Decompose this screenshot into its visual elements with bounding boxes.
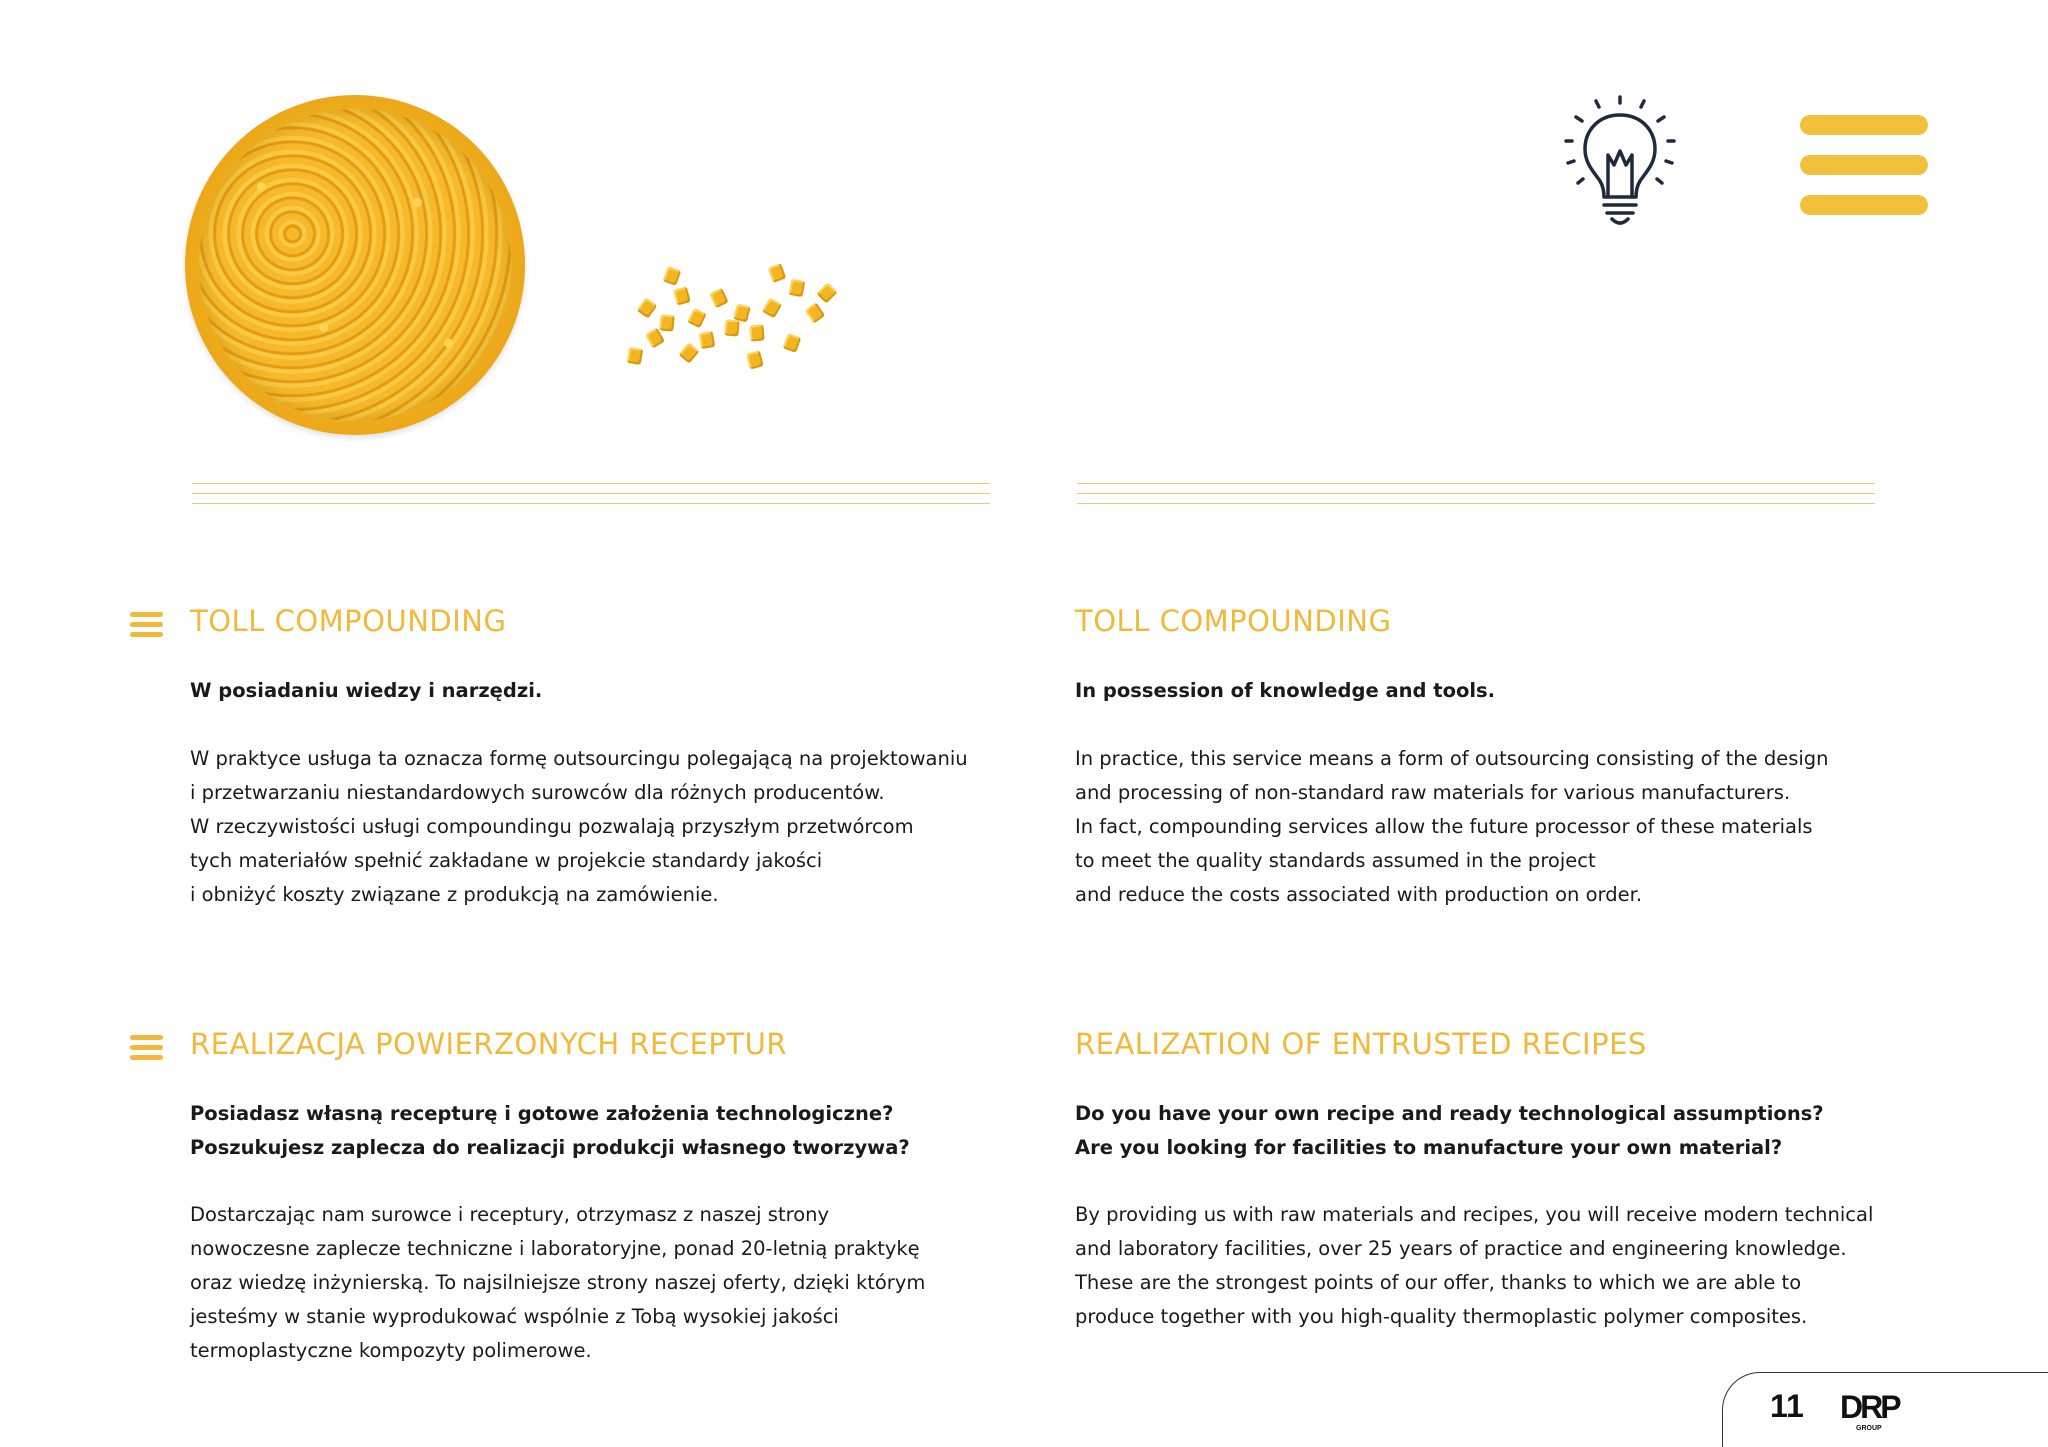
pellet [627, 347, 644, 365]
pellets-bowl-contents [199, 109, 511, 421]
pellet [789, 279, 806, 297]
drp-group-logo [1838, 1388, 1908, 1432]
body-line: These are the strongest points of our offer, thanks to which we are able to [1075, 1271, 1802, 1294]
section-heading: REALIZATION OF ENTRUSTED RECIPES [1075, 1027, 1647, 1061]
pellets-bowl-image [185, 95, 525, 435]
body-line: W rzeczywistości usługi compoundingu pozwalają przyszłym przetwórcom [190, 815, 914, 838]
body-line: to meet the quality standards assumed in the project [1075, 849, 1596, 872]
body-line: In practice, this service means a form of outsourcing consisting of the design [1075, 747, 1829, 770]
section-body [190, 742, 968, 912]
pellet [678, 342, 699, 363]
logo-sub: GROUP [1856, 1425, 1882, 1432]
section-heading: REALIZACJA POWIERZONYCH RECEPTUR [190, 1027, 787, 1061]
body-line: termoplastyczne kompozyty polimerowe. [190, 1339, 592, 1362]
section-marker-icon [130, 1035, 163, 1065]
lead-line: Posiadasz własną recepturę i gotowe założenia technologiczne? [190, 1102, 894, 1125]
section-heading: TOLL COMPOUNDING [190, 604, 507, 638]
pellet [783, 333, 802, 353]
pellet [749, 324, 764, 341]
body-line: W praktyce usługa ta oznacza formę outsourcingu polegającą na projektowaniu [190, 747, 968, 770]
pellet [768, 263, 787, 283]
pellet [805, 302, 826, 323]
pellet [659, 314, 674, 331]
section-lead [1075, 1097, 1824, 1165]
body-line: and reduce the costs associated with production on order. [1075, 883, 1643, 906]
section-body [190, 1198, 925, 1368]
body-line: i przetwarzaniu niestandardowych surowców dla różnych producentów. [190, 781, 885, 804]
section-lead: In possession of knowledge and tools. [1075, 679, 1496, 702]
scattered-pellets [620, 260, 850, 390]
body-line: produce together with you high-quality thermoplastic polymer composites. [1075, 1305, 1808, 1328]
section-marker-icon [130, 612, 163, 642]
page-number: 11 [1770, 1388, 1804, 1424]
pellet [699, 331, 716, 349]
lead-line: Do you have your own recipe and ready technological assumptions? [1075, 1102, 1824, 1125]
section-lead: W posiadaniu wiedzy i narzędzi. [190, 679, 543, 702]
body-line: jesteśmy w stanie wyprodukować wspólnie z Tobą wysokiej jakości [190, 1305, 839, 1328]
section-body [1075, 742, 1829, 912]
pellet [709, 288, 728, 308]
logo-text: DRP [1840, 1389, 1899, 1425]
body-line: and laboratory facilities, over 25 years of practice and engineering knowledge. [1075, 1237, 1847, 1260]
light-bulb-icon [1560, 95, 1680, 235]
divider-left [192, 483, 990, 504]
body-line: By providing us with raw materials and recipes, you will receive modern technical [1075, 1203, 1874, 1226]
pellet [724, 319, 739, 336]
pellet [762, 298, 782, 319]
logo-mark [1838, 1388, 1908, 1432]
pellet [645, 328, 665, 349]
body-line: In fact, compounding services allow the future processor of these materials [1075, 815, 1813, 838]
pellet [816, 282, 837, 303]
menu-icon[interactable] [1800, 115, 1928, 235]
body-line: i obniżyć koszty związane z produkcją na zamówienie. [190, 883, 719, 906]
body-line: nowoczesne zaplecze techniczne i laboratoryjne, ponad 20-letnią praktykę [190, 1237, 920, 1260]
pellet [687, 308, 706, 328]
pellet [663, 266, 682, 286]
section-lead [190, 1097, 910, 1165]
body-line: and processing of non-standard raw materials for various manufacturers. [1075, 781, 1791, 804]
pellet [637, 297, 658, 318]
body-line: Dostarczając nam surowce i receptury, otrzymasz z naszej strony [190, 1203, 830, 1226]
section-heading: TOLL COMPOUNDING [1075, 604, 1392, 638]
pellet [673, 286, 691, 305]
section-body [1075, 1198, 1873, 1334]
body-line: tych materiałów spełnić zakładane w projekcie standardy jakości [190, 849, 823, 872]
lead-line: Are you looking for facilities to manufacture your own material? [1075, 1136, 1783, 1159]
divider-right [1077, 483, 1875, 504]
pellet [746, 350, 764, 369]
lead-line: Poszukujesz zaplecza do realizacji produkcji własnego tworzywa? [190, 1136, 910, 1159]
body-line: oraz wiedzę inżynierską. To najsilniejsze strony naszej oferty, dzięki którym [190, 1271, 926, 1294]
